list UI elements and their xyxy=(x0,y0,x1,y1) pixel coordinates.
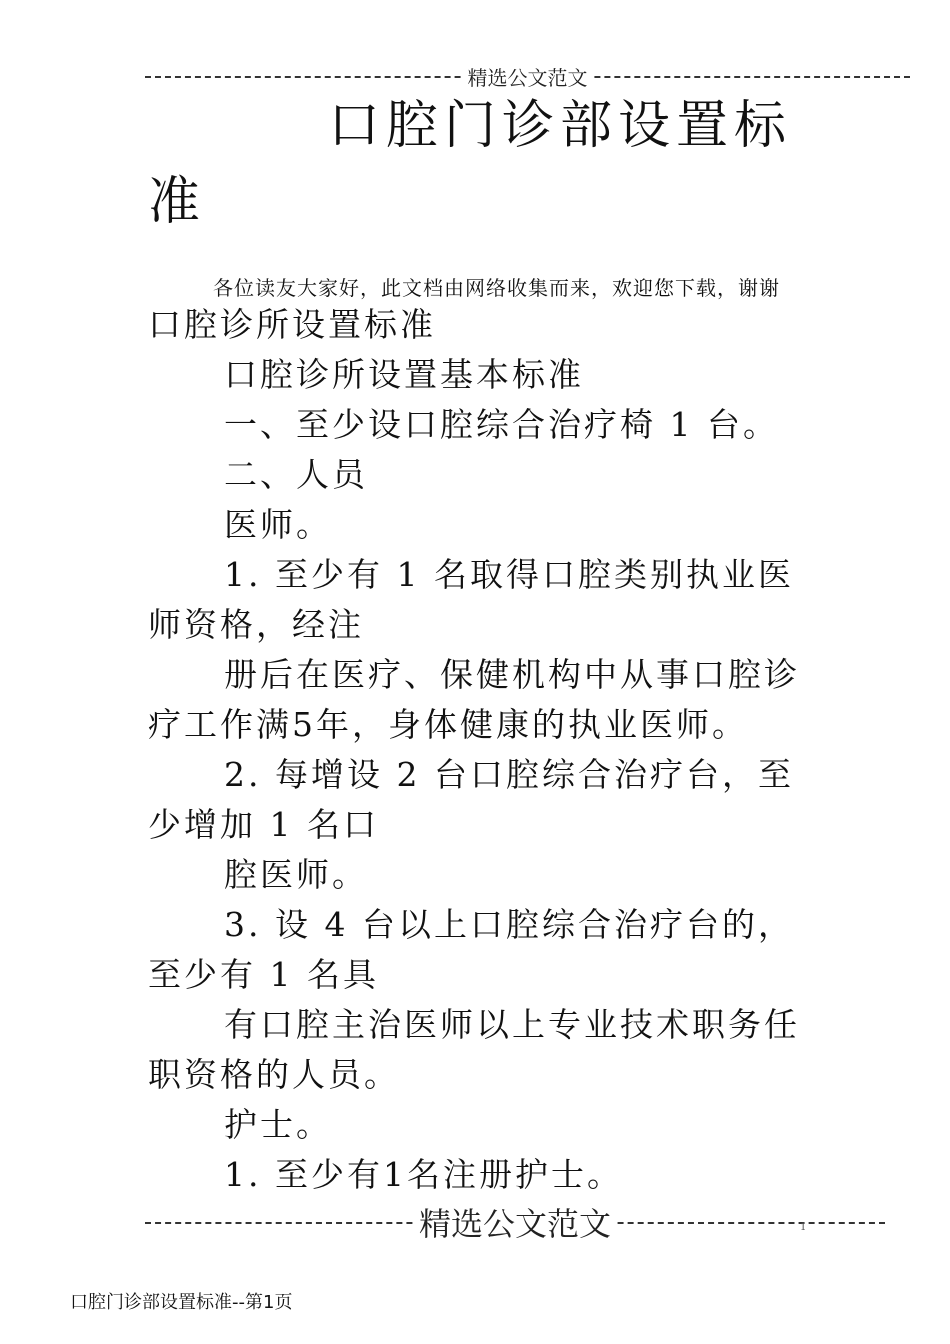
header-divider xyxy=(145,62,910,90)
paragraph: 护士。 xyxy=(224,1105,332,1144)
intro-note: 各位读友大家好，此文档由网络收集而来，欢迎您下载，谢谢 xyxy=(213,276,780,300)
document-title: 口腔门诊部设置标准 xyxy=(148,96,793,232)
paragraph: 一、至少设口腔综合治疗椅 1 台。 xyxy=(224,405,779,444)
page-number: 1 xyxy=(800,1222,807,1233)
paragraph: 二、人员 xyxy=(224,455,368,494)
footer-divider xyxy=(145,1202,885,1242)
paragraph: 医师。 xyxy=(224,505,332,544)
paragraph: 有口腔主治医师以上专业技术职务任职资格的人员。 xyxy=(148,1005,800,1094)
paragraph: 口腔诊所设置标准 xyxy=(148,305,436,344)
paragraph: 3. 设 4 台以上口腔综合治疗台的，至少有 1 名具 xyxy=(148,905,794,994)
footer-label: 精选公文范文 xyxy=(415,1199,615,1245)
paragraph: 册后在医疗、保健机构中从事口腔诊疗工作满5年，身体健康的执业医师。 xyxy=(148,655,800,744)
paragraph: 口腔诊所设置基本标准 xyxy=(224,355,584,394)
paragraph: 1. 至少有 1 名取得口腔类别执业医师资格，经注 xyxy=(148,555,794,644)
paragraph: 2. 每增设 2 台口腔综合治疗台，至少增加 1 名口 xyxy=(148,755,794,844)
header-label: 精选公文范文 xyxy=(464,62,592,91)
page-caption: 口腔门诊部设置标准--第1页 xyxy=(70,1292,293,1313)
paragraph: 1. 至少有1名注册护士。 xyxy=(224,1155,623,1194)
document-body xyxy=(148,300,818,1200)
paragraph: 腔医师。 xyxy=(224,855,368,894)
